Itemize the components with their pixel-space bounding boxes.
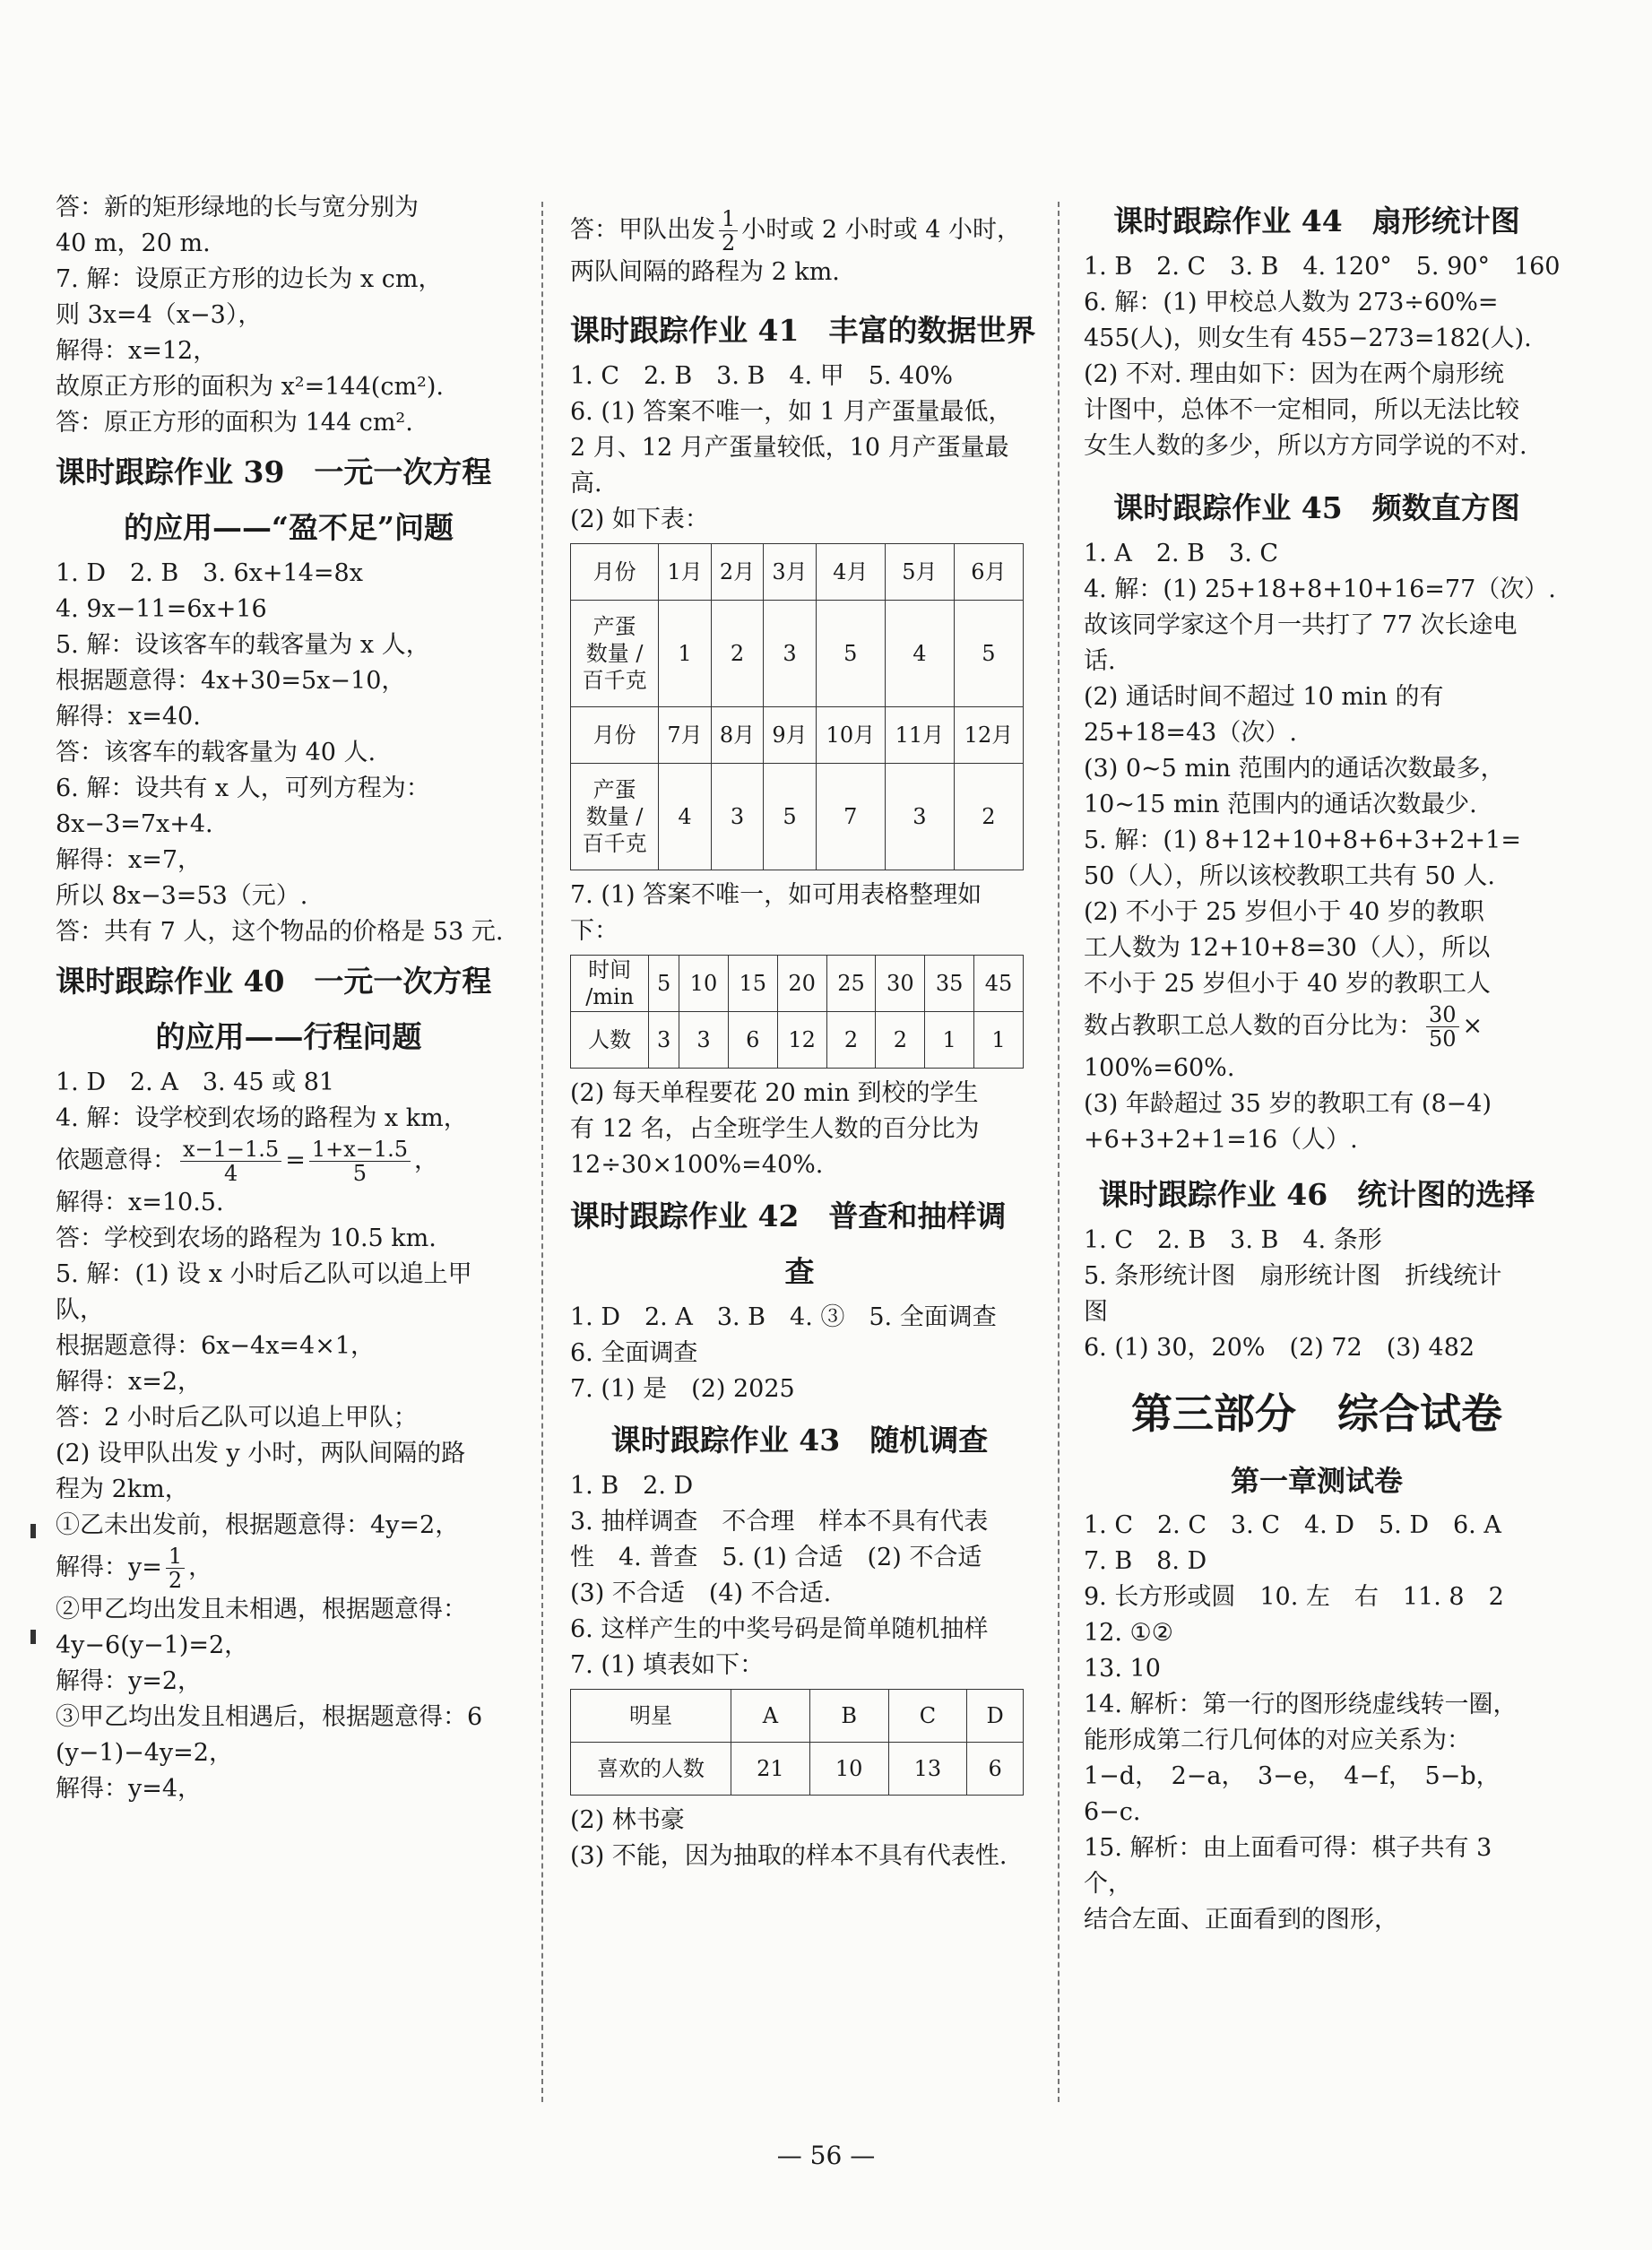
text-line: 2 月、12 月产蛋量较低，10 月产蛋量最 <box>570 434 1009 462</box>
text-line: 能形成第二行几何体的对应关系为： <box>1084 1726 1471 1754</box>
section-39-answers <box>56 556 522 950</box>
text-line: ②甲乙均出发且未相遇，根据题意得： <box>56 1596 467 1623</box>
text-line: 7. (1) 答案不唯一，如可用表格整理如 <box>570 881 982 909</box>
answer-suffix: × <box>1462 1012 1483 1040</box>
text-line: (2) 通话时间不超过 10 min 的有 <box>1084 683 1444 711</box>
table-cell: 6 <box>967 1743 1024 1796</box>
text-line: 答：学校到农场的路程为 10.5 km. <box>56 1225 437 1252</box>
table-cell: 3 <box>679 1012 729 1069</box>
section-42-answers <box>570 1300 1029 1407</box>
table-cell: 1 <box>659 601 712 707</box>
text-line: 5. 解：(1) 设 x 小时后乙队可以追上甲 <box>56 1260 472 1288</box>
text-line: 14. 解析：第一行的图形绕虚线转一圈， <box>1084 1691 1518 1718</box>
text-line: (2) 如下表： <box>570 506 709 533</box>
egg-production-table <box>570 543 1024 870</box>
text-line: ③甲乙均出发且相遇后，根据题意得：6 <box>56 1703 483 1731</box>
table-cell: 4 <box>885 601 954 707</box>
table-cell: 12 <box>777 1012 826 1069</box>
text-line: 1. D 2. B 3. 6x+14=8x <box>56 559 363 587</box>
text-line: 5. 条形统计图 扇形统计图 折线统计 <box>1084 1262 1502 1290</box>
table-header-cell: 月份 <box>571 707 659 764</box>
text-line: 7. (1) 是 (2) 2025 <box>570 1375 795 1403</box>
text-line: 性 4. 普查 5. (1) 合适 (2) 不合适 <box>570 1544 982 1571</box>
section-40-answers <box>56 1065 522 1807</box>
table-cell: 5月 <box>885 544 954 601</box>
text-line: 1. D 2. A 3. 45 或 81 <box>56 1069 335 1096</box>
fraction <box>309 1138 411 1185</box>
table-cell: 11月 <box>885 707 954 764</box>
table-cell: 2 <box>826 1012 876 1069</box>
table-header-cell: 明星 <box>571 1690 731 1743</box>
commute-time-table <box>570 955 1024 1069</box>
table-cell: 5 <box>764 764 817 870</box>
denominator: 50 <box>1429 1026 1457 1051</box>
section-title-42-cont: 查 <box>784 1254 815 1289</box>
text-line: 根据题意得：6x−4x=4×1， <box>56 1332 376 1360</box>
text-line: 6. 解：设共有 x 人，可列方程为： <box>56 775 430 802</box>
text-line: 8x−3=7x+4. <box>56 810 213 838</box>
table-cell: 7 <box>816 764 885 870</box>
part-title: 第三部分 综合试卷 <box>1131 1389 1502 1438</box>
table-cell: A <box>731 1690 810 1743</box>
intro-answers <box>56 190 522 441</box>
table-cell: 3 <box>649 1012 679 1069</box>
text-line: 答：2 小时后乙队可以追上甲队； <box>56 1404 418 1432</box>
table-row <box>571 1690 1024 1743</box>
text-line: 解得：x=12， <box>56 337 218 365</box>
margin-mark <box>30 1630 36 1644</box>
table-cell: 9月 <box>764 707 817 764</box>
text-line: +6+3+2+1=16（人）. <box>1084 1126 1358 1154</box>
table-cell: 3 <box>885 764 954 870</box>
answer-prefix: 数占教职工总人数的百分比为： <box>1084 1012 1423 1040</box>
text-line: ①乙未出发前，根据题意得：4y=2， <box>56 1511 460 1539</box>
page-number: — 56 — <box>776 2141 876 2170</box>
text-line: 答：共有 7 人，这个物品的价格是 53 元. <box>56 918 504 946</box>
text-line: 4. 9x−11=6x+16 <box>56 595 267 623</box>
text-line: 1. C 2. C 3. C 4. D 5. D 6. A <box>1084 1511 1501 1539</box>
fraction-answer <box>570 206 1029 255</box>
section-title-46: 课时跟踪作业 46 统计图的选择 <box>1098 1177 1535 1212</box>
table-cell: 15 <box>728 956 777 1012</box>
text-line: (2) 每天单程要花 20 min 到校的学生 <box>570 1079 979 1107</box>
section-45-answers <box>1084 536 1556 1158</box>
text-line: 解得：y=4， <box>56 1775 203 1803</box>
text-line: 6. (1) 30，20% (2) 72 (3) 482 <box>1084 1334 1475 1362</box>
text-line: 10~15 min 范围内的通话次数最少. <box>1084 791 1477 818</box>
fraction <box>180 1138 281 1185</box>
column-divider-left <box>541 202 543 2102</box>
chapter-answers <box>1084 1508 1550 1938</box>
section-title-39: 课时跟踪作业 39 一元一次方程 <box>56 454 492 489</box>
cell-text: 数量 / <box>585 804 644 829</box>
table-cell: 5 <box>649 956 679 1012</box>
chapter-title: 第一章测试卷 <box>1230 1464 1403 1498</box>
numerator: x−1−1.5 <box>180 1138 281 1162</box>
table-cell: 30 <box>876 956 925 1012</box>
table-header-cell: 月份 <box>571 544 659 601</box>
text-line: 故原正方形的面积为 x²=144(cm²). <box>56 373 444 401</box>
text-line: 话. <box>1084 647 1116 675</box>
fraction <box>719 207 738 255</box>
table-cell: 25 <box>826 956 876 1012</box>
text-line: 结合左面、正面看到的图形， <box>1084 1906 1398 1934</box>
table-cell: D <box>967 1690 1024 1743</box>
text-line: 4y−6(y−1)=2， <box>56 1631 249 1659</box>
section-title-40: 课时跟踪作业 40 一元一次方程 <box>56 964 492 999</box>
table-cell: 4月 <box>816 544 885 601</box>
text-line: 100%=60%. <box>1084 1054 1235 1082</box>
section-title-43: 课时跟踪作业 43 随机调查 <box>610 1423 989 1458</box>
fraction-answer <box>1084 1002 1550 1051</box>
text-line: 女生人数的多少，所以方方同学说的不对. <box>1084 432 1527 460</box>
table-row <box>571 707 1024 764</box>
text-line: 则 3x=4（x−3）， <box>56 301 263 329</box>
table-cell: 3 <box>764 601 817 707</box>
eq-suffix: ， <box>414 1147 439 1174</box>
text-line: 1. B 2. D <box>570 1472 694 1500</box>
section-46-answers <box>1084 1223 1550 1366</box>
text-line: 6−c. <box>1084 1798 1141 1826</box>
table-cell: 1 <box>974 1012 1024 1069</box>
numerator: 1 <box>166 1545 185 1569</box>
table-header-cell <box>571 956 649 1012</box>
text-line: 40 m，20 m. <box>56 229 211 257</box>
text-line: 1. C 2. B 3. B 4. 条形 <box>1084 1226 1382 1254</box>
section-title-45: 课时跟踪作业 45 频数直方图 <box>1113 490 1520 525</box>
table-header-cell <box>571 764 659 870</box>
text-line: 答：原正方形的面积为 144 cm². <box>56 409 413 437</box>
numerator: 1+x−1.5 <box>309 1138 411 1162</box>
section-title-42: 课时跟踪作业 42 普查和抽样调 <box>570 1199 1007 1233</box>
eq-prefix: 依题意得： <box>56 1147 177 1174</box>
section-title-39-cont: 的应用——“盈不足”问题 <box>124 510 454 545</box>
section-title-44: 课时跟踪作业 44 扇形统计图 <box>1113 203 1520 238</box>
text-line: (3) 不合适 (4) 不合适. <box>570 1579 832 1607</box>
text-line: 5. 解：设该客车的载客量为 x 人， <box>56 631 430 659</box>
table-cell: 2 <box>954 764 1023 870</box>
denominator: 2 <box>722 230 736 255</box>
eq-prefix: 解得：y= <box>56 1553 162 1581</box>
table-row <box>571 601 1024 707</box>
table-cell: 6 <box>728 1012 777 1069</box>
table-cell: 35 <box>925 956 974 1012</box>
table-cell: 2月 <box>711 544 764 601</box>
section-title-40-cont: 的应用——行程问题 <box>155 1019 422 1054</box>
text-line: (2) 不对. 理由如下：因为在两个扇形统 <box>1084 360 1504 388</box>
section-title-41: 课时跟踪作业 41 丰富的数据世界 <box>570 313 1036 348</box>
table-cell: B <box>809 1690 888 1743</box>
text-line: 1. D 2. A 3. B 4. ③ 5. 全面调查 <box>570 1303 997 1331</box>
numerator: 30 <box>1426 1003 1459 1027</box>
text-line: 解得：x=10.5. <box>56 1189 224 1216</box>
table-cell: C <box>888 1690 967 1743</box>
text-line: 7. B 8. D <box>1084 1547 1207 1575</box>
text-line: 不小于 25 岁但小于 40 岁的教职工人 <box>1084 970 1492 998</box>
text-line: 解得：x=7， <box>56 846 203 874</box>
text-line: (3) 年龄超过 35 岁的教职工有 (8−4) <box>1084 1090 1492 1118</box>
text-line: (3) 0~5 min 范围内的通话次数最多， <box>1084 755 1505 783</box>
section-43-answers <box>570 1468 1029 1683</box>
table-cell: 5 <box>816 601 885 707</box>
text-line: 解得：x=40. <box>56 703 201 731</box>
text-line: 12. ①② <box>1084 1619 1173 1647</box>
text-line: 12÷30×100%=40%. <box>570 1151 824 1179</box>
table-cell: 1月 <box>659 544 712 601</box>
text-line: (3) 不能，因为抽取的样本不具有代表性. <box>570 1842 1008 1870</box>
table-header-cell: 喜欢的人数 <box>571 1743 731 1796</box>
text-line: 4. 解：(1) 25+18+8+10+16=77（次）. <box>1084 575 1556 603</box>
fraction <box>166 1545 185 1592</box>
text-line: 1. B 2. C 3. B 4. 120° 5. 90° 160 <box>1084 253 1561 281</box>
text-line: 答：该客车的载客量为 40 人. <box>56 739 376 766</box>
denominator: 5 <box>352 1161 368 1186</box>
text-line: 1. A 2. B 3. C <box>1084 540 1279 567</box>
text-line: (2) 不小于 25 岁但小于 40 岁的教职 <box>1084 898 1484 926</box>
table-cell: 45 <box>974 956 1024 1012</box>
table-header-cell <box>571 601 659 707</box>
cell-text: 时间 <box>588 957 632 982</box>
text-line: 50（人），所以该校教职工共有 50 人. <box>1084 862 1495 890</box>
table-cell: 20 <box>777 956 826 1012</box>
table-cell: 4 <box>659 764 712 870</box>
table-row <box>571 544 1024 601</box>
text-line: 答：新的矩形绿地的长与宽分别为 <box>56 194 419 221</box>
cell-text: 产蛋 <box>592 614 636 639</box>
fraction <box>1426 1003 1459 1051</box>
table-header-cell: 人数 <box>571 1012 649 1069</box>
table-cell: 12月 <box>954 707 1023 764</box>
text-line: 解得：y=2， <box>56 1667 203 1695</box>
table-cell: 7月 <box>659 707 712 764</box>
column-2 <box>570 206 1036 1874</box>
fraction-equation <box>56 1137 522 1185</box>
column-3 <box>1084 194 1561 1938</box>
text-line: 15. 解析：由上面看可得：棋子共有 3 <box>1084 1834 1492 1862</box>
cell-text: 百千克 <box>582 668 647 693</box>
margin-mark <box>30 1524 36 1538</box>
text-line: 1−d， 2−a， 3−e， 4−f， 5−b， <box>1084 1762 1501 1790</box>
table-cell: 5 <box>954 601 1023 707</box>
text-line: 4. 解：设学校到农场的路程为 x km， <box>56 1104 468 1132</box>
text-line: 7. 解：设原正方形的边长为 x cm， <box>56 265 443 293</box>
text-line: 25+18=43（次）. <box>1084 719 1297 747</box>
text-line: 455(人)，则女生有 455−273=182(人). <box>1084 325 1532 352</box>
text-line: 5. 解：(1) 8+12+10+8+6+3+2+1= <box>1084 826 1521 854</box>
table-cell: 10 <box>809 1743 888 1796</box>
text-line: 3. 抽样调查 不合理 样本不具有代表 <box>570 1508 989 1536</box>
text-line: 6. (1) 答案不唯一，如 1 月产蛋量最低， <box>570 398 1013 426</box>
table-cell: 10 <box>679 956 729 1012</box>
fraction-equation <box>56 1544 522 1592</box>
text-line: 6. 这样产生的中奖号码是简单随机抽样 <box>570 1615 989 1643</box>
table-row <box>571 764 1024 870</box>
text-line: 两队间隔的路程为 2 km. <box>570 258 840 286</box>
table-cell: 3月 <box>764 544 817 601</box>
table-cell: 6月 <box>954 544 1023 601</box>
table-cell: 1 <box>925 1012 974 1069</box>
text-line: (y−1)−4y=2， <box>56 1739 233 1767</box>
text-line: 个， <box>1084 1870 1132 1898</box>
text-line: 解得：x=2， <box>56 1368 203 1396</box>
text-line: 1. C 2. B 3. B 4. 甲 5. 40% <box>570 362 954 390</box>
text-line: 高. <box>570 470 602 498</box>
denominator: 4 <box>223 1161 238 1186</box>
text-line: 根据题意得：4x+30=5x−10， <box>56 667 406 695</box>
cell-text: /min <box>585 984 635 1009</box>
text-line: 下： <box>570 917 618 945</box>
text-line: 7. (1) 填表如下： <box>570 1651 765 1679</box>
table-row <box>571 1012 1024 1069</box>
answer-suffix: 小时或 2 小时或 4 小时， <box>741 216 1021 244</box>
column-divider-right <box>1058 202 1060 2102</box>
text-line: 队， <box>56 1296 104 1324</box>
section-41-answers <box>570 359 1029 538</box>
denominator: 2 <box>168 1568 183 1593</box>
eq-equals: = <box>285 1147 306 1174</box>
table-row <box>571 956 1024 1012</box>
text-line: (2) 设甲队出发 y 小时，两队间隔的路 <box>56 1440 466 1467</box>
text-line: 计图中，总体不一定相同，所以无法比较 <box>1084 396 1519 424</box>
answer-prefix: 答：甲队出发 <box>570 216 715 244</box>
table-cell: 13 <box>888 1743 967 1796</box>
text-line: 13. 10 <box>1084 1655 1161 1683</box>
section-44-answers <box>1084 249 1561 464</box>
text-line: 有 12 名，占全班学生人数的百分比为 <box>570 1115 980 1143</box>
text-line: 9. 长方形或圆 10. 左 右 11. 8 2 <box>1084 1583 1504 1611</box>
text-line: 6. 解：(1) 甲校总人数为 273÷60%= <box>1084 289 1499 316</box>
cell-text: 百千克 <box>582 831 647 856</box>
text-line: 图 <box>1084 1298 1108 1326</box>
text-line: (2) 林书豪 <box>570 1806 685 1834</box>
table-cell: 8月 <box>711 707 764 764</box>
text-line: 工人数为 12+10+8=30（人），所以 <box>1084 934 1491 962</box>
table-cell: 2 <box>876 1012 925 1069</box>
table-cell: 21 <box>731 1743 810 1796</box>
star-preference-table <box>570 1689 1024 1796</box>
numerator: 1 <box>719 207 738 231</box>
cell-text: 产蛋 <box>592 777 636 802</box>
table-row <box>571 1743 1024 1796</box>
cell-text: 数量 / <box>585 641 644 666</box>
column-1 <box>56 190 522 1807</box>
text-line: 故该同学家这个月一共打了 77 次长途电 <box>1084 611 1518 639</box>
table-cell: 3 <box>711 764 764 870</box>
text-line: 6. 全面调查 <box>570 1339 698 1367</box>
table-cell: 2 <box>711 601 764 707</box>
text-line: 所以 8x−3=53（元）. <box>56 882 308 910</box>
table-cell: 10月 <box>816 707 885 764</box>
text-line: 程为 2km， <box>56 1475 189 1503</box>
eq-suffix: ， <box>188 1553 213 1581</box>
